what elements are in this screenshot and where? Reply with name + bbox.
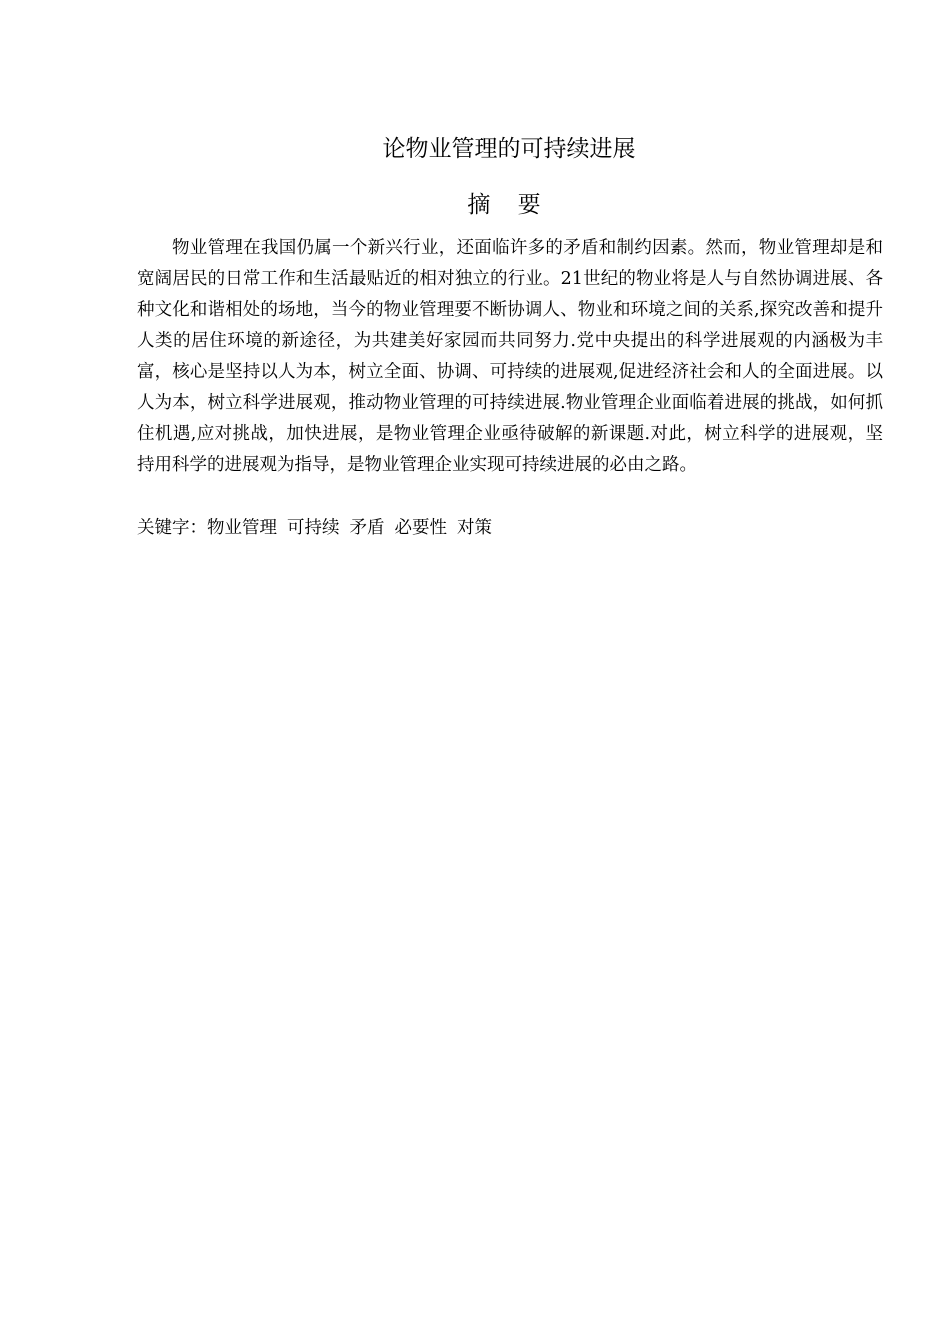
- document-title: 论物业管理的可持续进展: [382, 136, 636, 162]
- abstract-heading: 摘 要: [467, 192, 551, 218]
- keyword: 物业管理: [207, 518, 277, 538]
- keyword: 矛盾: [349, 518, 385, 538]
- keywords-label: 关键字：: [137, 518, 207, 538]
- keywords-line: [137, 513, 883, 544]
- keyword: 对策: [457, 518, 492, 538]
- abstract-paragraph: 物业管理在我国仍属一个新兴行业，还面临许多的矛盾和制约因素。然而，物业管理却是和宽阔居民的日常工作和生活最贴近的相对独立的行业。21世纪的物业将是人与自然协调进展、各种文化和谐相处的场地，当今的物业管理要不断协调人、物业和环境之间的关系,探究改善和提升人类的居住环境的新途径，为共建美好家园而共同努力.党中央提出的科学进展观的内涵极为丰富，核心是坚持以人为本，树立全面、协调、可持续的进展观,促进经济社会和人的全面进展。以人为本，树立科学进展观，推动物业管理的可持续进展.物业管理企业面临着进展的挑战，如何抓住机遇,应对挑战，加快进展，是物业管理企业亟待破解的新课题.对此，树立科学的进展观，坚持用科学的进展观为指导，是物业管理企业实现可持续进展的必由之路。: [137, 238, 883, 475]
- keyword: 可持续: [287, 518, 340, 538]
- keyword: 必要性: [394, 518, 447, 538]
